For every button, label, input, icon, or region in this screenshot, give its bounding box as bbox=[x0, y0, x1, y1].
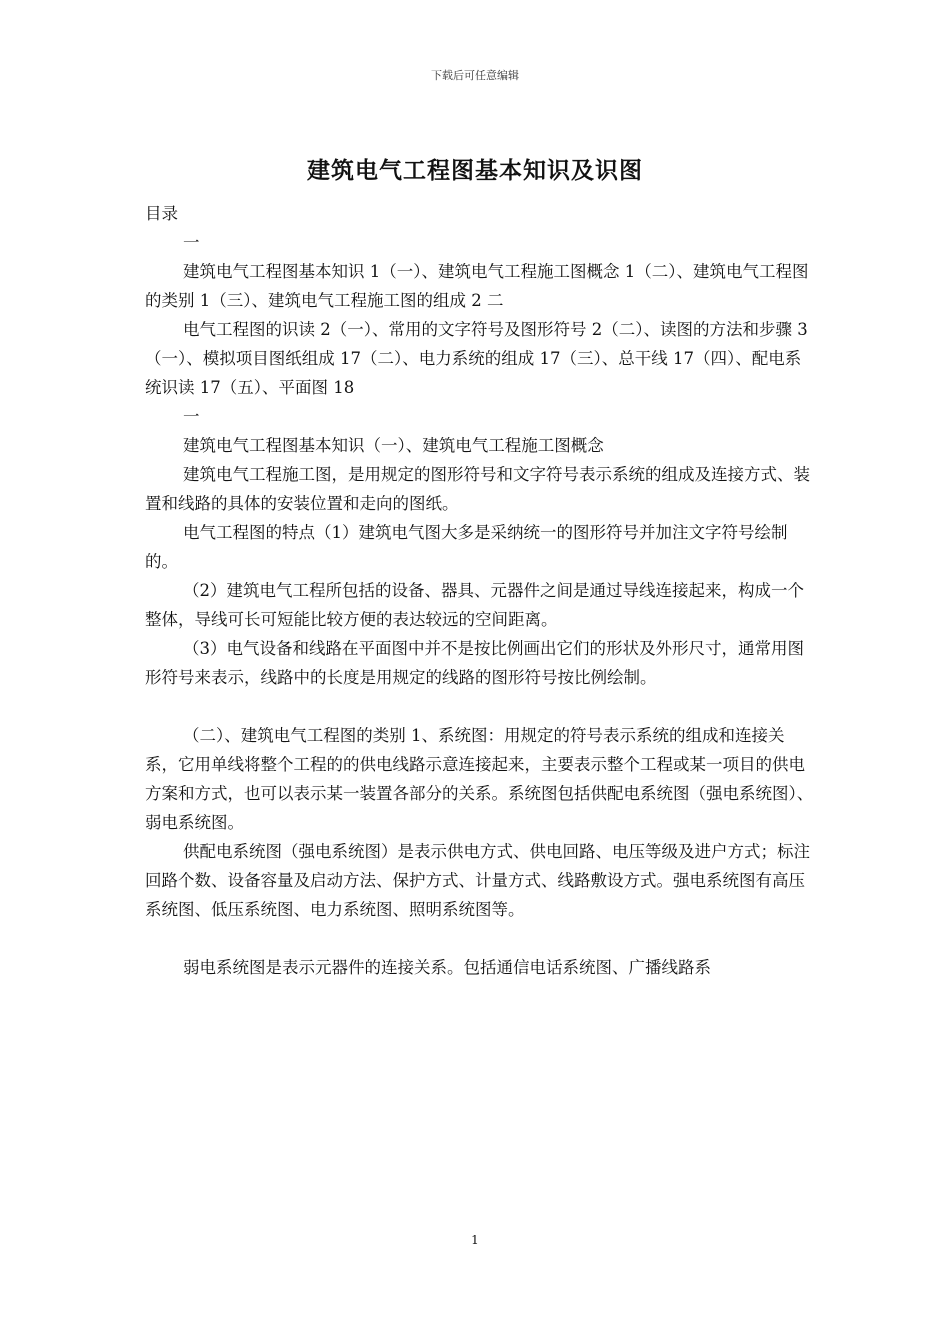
document-body bbox=[145, 199, 815, 982]
body-paragraph: 弱电系统图是表示元器件的连接关系。包括通信电话系统图、广播线路系 bbox=[183, 958, 711, 977]
body-paragraph: （二）、建筑电气工程图的类别 1、系统图：用规定的符号表示系统的组成和连接关系，它用单线将整个工程的的供电线路示意连接起来，主要表示整个工程或某一项目的供电方案和方式，也可以表示某一装置各部分的关系。系统图包括供配电系统图（强电系统图）、弱电系统图。 bbox=[145, 726, 814, 832]
page-header: 下载后可任意编辑 bbox=[431, 69, 519, 82]
spacer bbox=[145, 692, 815, 721]
toc-section-marker: 一 bbox=[183, 233, 200, 252]
body-paragraph: （3）电气设备和线路在平面图中并不是按比例画出它们的形状及外形尺寸，通常用图形符号来表示，线路中的长度是用规定的线路的图形符号按比例绘制。 bbox=[145, 639, 804, 687]
toc-entry: 建筑电气工程图基本知识 1（一）、建筑电气工程施工图概念 1（二）、建筑电气工程图的类别 1（三）、建筑电气工程施工图的组成 2 二 bbox=[145, 262, 809, 310]
body-paragraph: 电气工程图的特点（1）建筑电气图大多是采纳统一的图形符号并加注文字符号绘制的。 bbox=[145, 523, 788, 571]
section-heading: 建筑电气工程图基本知识（一）、建筑电气工程施工图概念 bbox=[183, 436, 604, 455]
spacer bbox=[145, 924, 815, 953]
document-title: 建筑电气工程图基本知识及识图 bbox=[307, 157, 643, 184]
section-marker: 一 bbox=[183, 407, 200, 426]
page-number: 1 bbox=[471, 1233, 479, 1247]
body-paragraph: 供配电系统图（强电系统图）是表示供电方式、供电回路、电压等级及进户方式；标注回路个数、设备容量及启动方法、保护方式、计量方式、线路敷设方式。强电系统图有高压系统图、低压系统图、电力系统图、照明系统图等。 bbox=[145, 842, 810, 919]
body-paragraph: 建筑电气工程施工图，是用规定的图形符号和文字符号表示系统的组成及连接方式、装置和线路的具体的安装位置和走向的图纸。 bbox=[145, 465, 810, 513]
body-paragraph: （2）建筑电气工程所包括的设备、器具、元器件之间是通过导线连接起来，构成一个整体，导线可长可短能比较方便的表达较远的空间距离。 bbox=[145, 581, 804, 629]
toc-heading: 目录 bbox=[145, 204, 178, 223]
toc-entry: 电气工程图的识读 2（一）、常用的文字符号及图形符号 2（二）、读图的方法和步骤 3（一）、模拟项目图纸组成 17（二）、电力系统的组成 17（三）、总干线 17（四）、配电系统识读 17（五）、平面图 18 bbox=[145, 320, 808, 397]
